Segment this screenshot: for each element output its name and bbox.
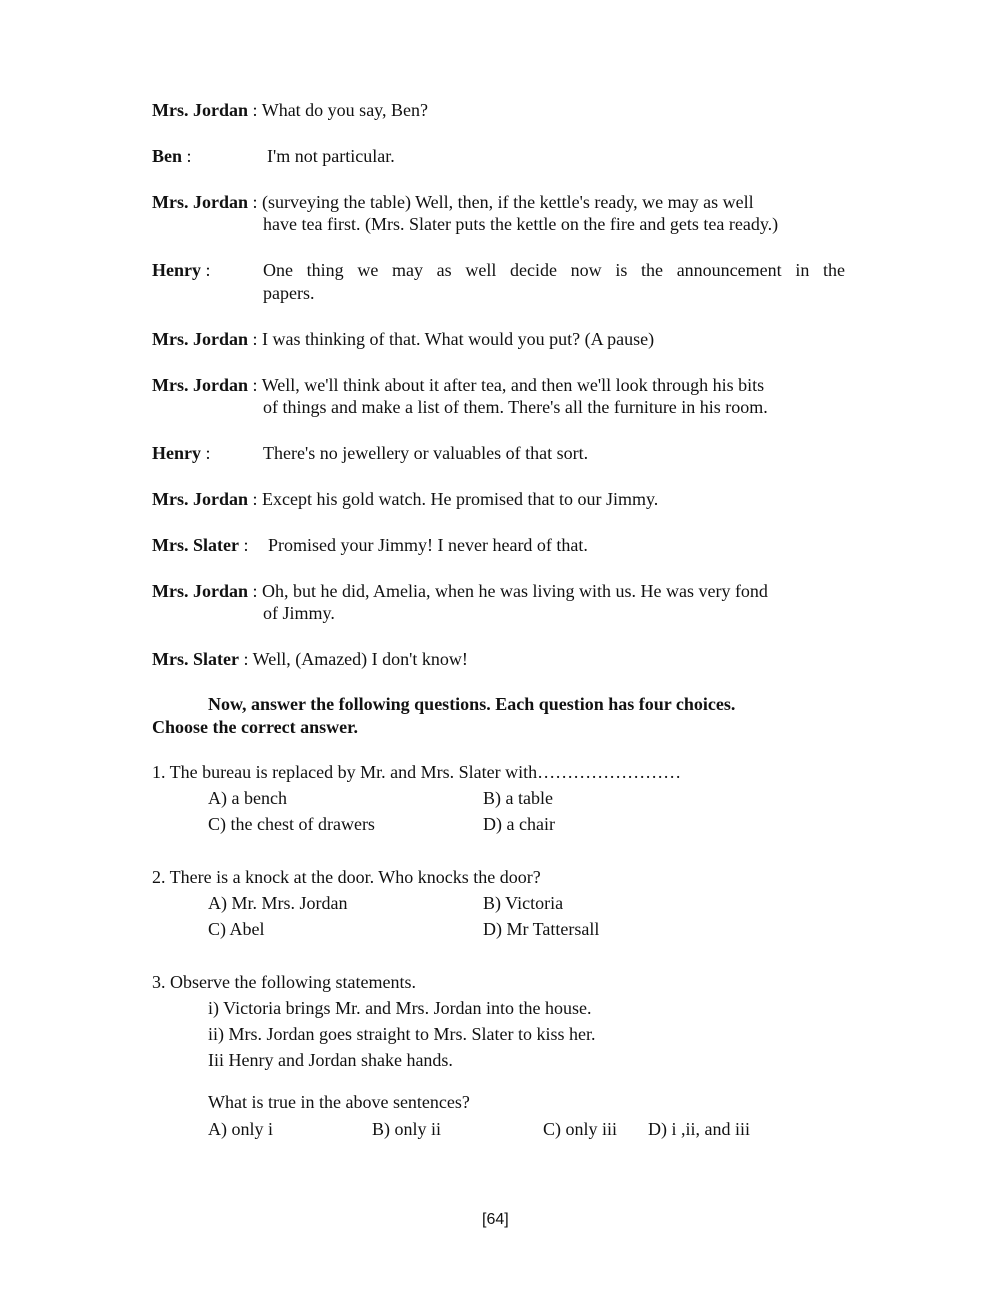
statement-item: i) Victoria brings Mr. and Mrs. Jordan into the house. — [208, 998, 592, 1018]
speaker-name: Mrs. Jordan — [152, 489, 248, 509]
answer-option: D) a chair — [483, 814, 555, 834]
speaker-separator: : — [248, 375, 258, 395]
dialogue-line — [152, 443, 211, 464]
dialogue-text: Oh, but he did, Amelia, when he was living with us. He was very fond — [262, 581, 768, 601]
dialogue-text: Except his gold watch. He promised that to our Jimmy. — [262, 489, 659, 509]
speaker-name: Mrs. Jordan — [152, 375, 248, 395]
dialogue-text: Well, (Amazed) I don't know! — [252, 649, 468, 669]
answer-option: D) i ,ii, and iii — [648, 1119, 750, 1139]
dialogue-text: I'm not particular. — [267, 146, 395, 166]
dialogue-text-continued: of Jimmy. — [263, 603, 335, 623]
speaker-name: Henry — [152, 260, 201, 280]
answer-option: B) a table — [483, 788, 553, 808]
speaker-name: Ben — [152, 146, 183, 166]
answer-option: A) Mr. Mrs. Jordan — [208, 893, 348, 913]
answer-option: A) only i — [208, 1119, 273, 1139]
dialogue-text: What do you say, Ben? — [261, 100, 428, 120]
speaker-separator: : — [248, 192, 258, 212]
question-prompt: What is true in the above sentences? — [208, 1092, 470, 1112]
dialogue-text: One thing we may as well decide now is the announcement in the — [263, 260, 845, 280]
answer-option: C) the chest of drawers — [208, 814, 375, 834]
dialogue-line — [152, 329, 654, 350]
dialogue-text-continued: papers. — [263, 283, 315, 303]
dialogue-text: Well, we'll think about it after tea, and then we'll look through his bits — [261, 375, 765, 395]
answer-option: B) Victoria — [483, 893, 564, 913]
dialogue-line — [152, 100, 428, 121]
dialogue-line — [152, 489, 658, 510]
answer-option: D) Mr Tattersall — [483, 919, 600, 939]
speaker-name: Mrs. Jordan — [152, 581, 248, 601]
dialogue-line — [152, 192, 754, 213]
statement-item: Iii Henry and Jordan shake hands. — [208, 1050, 453, 1070]
speaker-separator: : — [201, 260, 211, 280]
dialogue-text-continued: have tea first. (Mrs. Slater puts the kettle on the fire and gets tea ready.) — [263, 214, 779, 234]
speaker-separator: : — [248, 100, 258, 120]
dialogue-line — [152, 535, 248, 556]
speaker-name: Mrs. Jordan — [152, 192, 248, 212]
statement-item: ii) Mrs. Jordan goes straight to Mrs. Slater to kiss her. — [208, 1024, 596, 1044]
speaker-name: Mrs. Jordan — [152, 100, 248, 120]
instructions-line-2: Choose the correct answer. — [152, 717, 358, 737]
speaker-separator: : — [238, 649, 249, 669]
speaker-separator: : — [238, 535, 249, 555]
speaker-separator: : — [182, 146, 192, 166]
dialogue-text: (surveying the table) Well, then, if the kettle's ready, we may as well — [262, 192, 754, 212]
speaker-separator: : — [248, 581, 258, 601]
dialogue-line — [152, 581, 768, 602]
speaker-separator: : — [201, 443, 211, 463]
question-stem: 1. The bureau is replaced by Mr. and Mrs. Slater with…………………… — [152, 762, 682, 782]
dialogue-text: I was thinking of that. What would you put? (A pause) — [262, 329, 655, 349]
speaker-name: Henry — [152, 443, 201, 463]
dialogue-text: There's no jewellery or valuables of that sort. — [263, 443, 589, 463]
speaker-name: Mrs. Slater — [152, 649, 239, 669]
answer-option: C) only iii — [543, 1119, 618, 1139]
dialogue-line — [152, 260, 211, 281]
page-number: [64] — [482, 1211, 509, 1228]
answer-option: C) Abel — [208, 919, 265, 939]
dialogue-line — [152, 649, 468, 670]
answer-option: A) a bench — [208, 788, 287, 808]
speaker-name: Mrs. Slater — [152, 535, 239, 555]
dialogue-text: Promised your Jimmy! I never heard of that. — [268, 535, 588, 555]
question-stem: 3. Observe the following statements. — [152, 972, 416, 992]
speaker-name: Mrs. Jordan — [152, 329, 248, 349]
answer-option: B) only ii — [372, 1119, 442, 1139]
speaker-separator: : — [248, 489, 258, 509]
speaker-separator: : — [248, 329, 258, 349]
dialogue-line — [152, 146, 192, 167]
dialogue-text-continued: of things and make a list of them. There's all the furniture in his room. — [263, 397, 768, 417]
instructions-line-1: Now, answer the following questions. Each question has four choices. — [208, 694, 736, 714]
dialogue-line — [152, 375, 764, 396]
question-stem: 2. There is a knock at the door. Who knocks the door? — [152, 867, 541, 887]
